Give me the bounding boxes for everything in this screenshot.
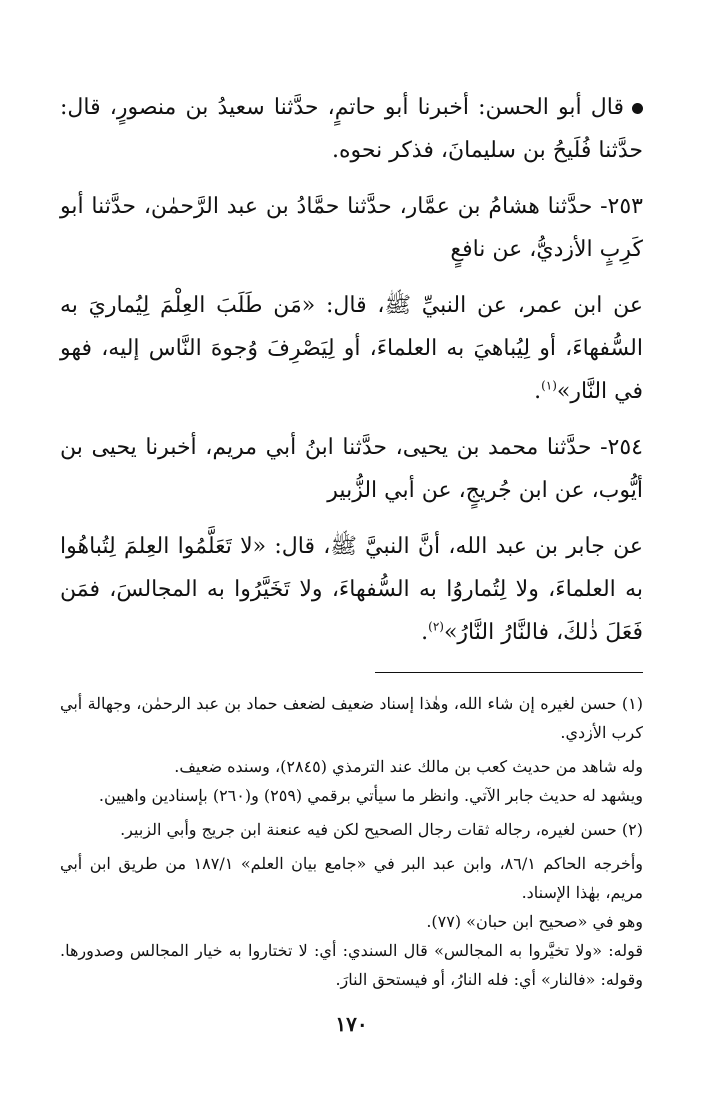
footnote-divider [375,672,643,673]
hadith-253-isnad: ٢٥٣- حدَّثنا هشامُ بن عمَّار، حدَّثنا حمَّادُ بن عبد الرَّحمٰن، حدَّثنا أبو كَرِبٍ الأزديُّ، عن نافعٍ [60,194,643,262]
footnote-1: (١) حسن لغيره إن شاء الله، وهٰذا إسناد ضعيف لضعف حماد بن عبد الرحمٰن، وجهالة أبي كرب الأزدي. [60,694,643,742]
hadith-253-matn: عن ابن عمر، عن النبيِّ ﷺ، قال: «مَن طَلَبَ العِلْمَ لِيُماريَ به السُّفهاءَ، أو لِيُباهيَ به العلماءَ، أو لِيَصْرِفَ وُجوهَ النَّاس إليه، فهو في النَّار»$^{(١)}$. [60,293,643,404]
footnote-ref-2: (٢) [428,619,444,634]
footnote-2: (٢) حسن لغيره، رجاله ثقات رجال الصحيح لكن فيه عنعنة ابن جريج وأبي الزبير. [120,820,643,839]
main-text [60,86,643,654]
hadith-254-matn: عن جابر بن عبد الله، أنَّ النبيَّ ﷺ، قال: «لا تَعَلَّمُوا العِلمَ لِتُباهُوا به العلماءَ، ولا لِتُماروُا به السُّفهاءَ، ولا تَخَيَّرُوا به المجالسَ، فمَن فَعَلَ ذٰلكَ، فالنَّارُ النَّارُ»$^{(٢)}$. [60,534,643,645]
footnote-ref-1: (١) [541,378,557,393]
hadith-254-isnad: ٢٥٤- حدَّثنا محمد بن يحيى، حدَّثنا ابنُ أبي مريم، أخبرنا يحيى بن أيُّوب، عن ابن جُريجٍ، عن أبي الزُّبير [60,435,643,503]
page-content [60,86,643,994]
footnote-1-shahid: وله شاهد من حديث كعب بن مالك عند الترمذي (٢٨٤٥)، وسنده ضعيف. [174,757,643,776]
page-number: ١٧٠ [335,1012,368,1036]
footnote-2-ibn-hibban: وهو في «صحيح ابن حبان» (٧٧). [426,912,643,931]
bullet-icon [632,103,643,114]
paragraph-intro: قال أبو الحسن: أخبرنا أبو حاتمٍ، حدَّثنا سعيدُ بن منصورٍ، قال: حدَّثنا فُلَيحُ بن سليمانَ، فذكر نحوه. [60,95,643,163]
footnote-2-takhrij: وأخرجه الحاكم ٨٦/١، وابن عبد البر في «جامع بيان العلم» ١٨٧/١ من طريق ابن أبي مريم، بهٰذا الإسناد. [60,854,644,902]
footnote-1-note: ويشهد له حديث جابر الآتي. وانظر ما سيأتي برقمي (٢٥٩) و(٢٦٠) بإسنادين واهيين. [98,786,643,805]
footnote-2-sharh: قوله: «ولا تخيَّروا به المجالس» قال السندي: أي: لا تختاروا به خيار المجالس وصدورها. وقوله: «فالنار» أي: فله النارُ، أو فيستحق النارَ. [60,941,644,989]
footnotes [60,689,643,994]
